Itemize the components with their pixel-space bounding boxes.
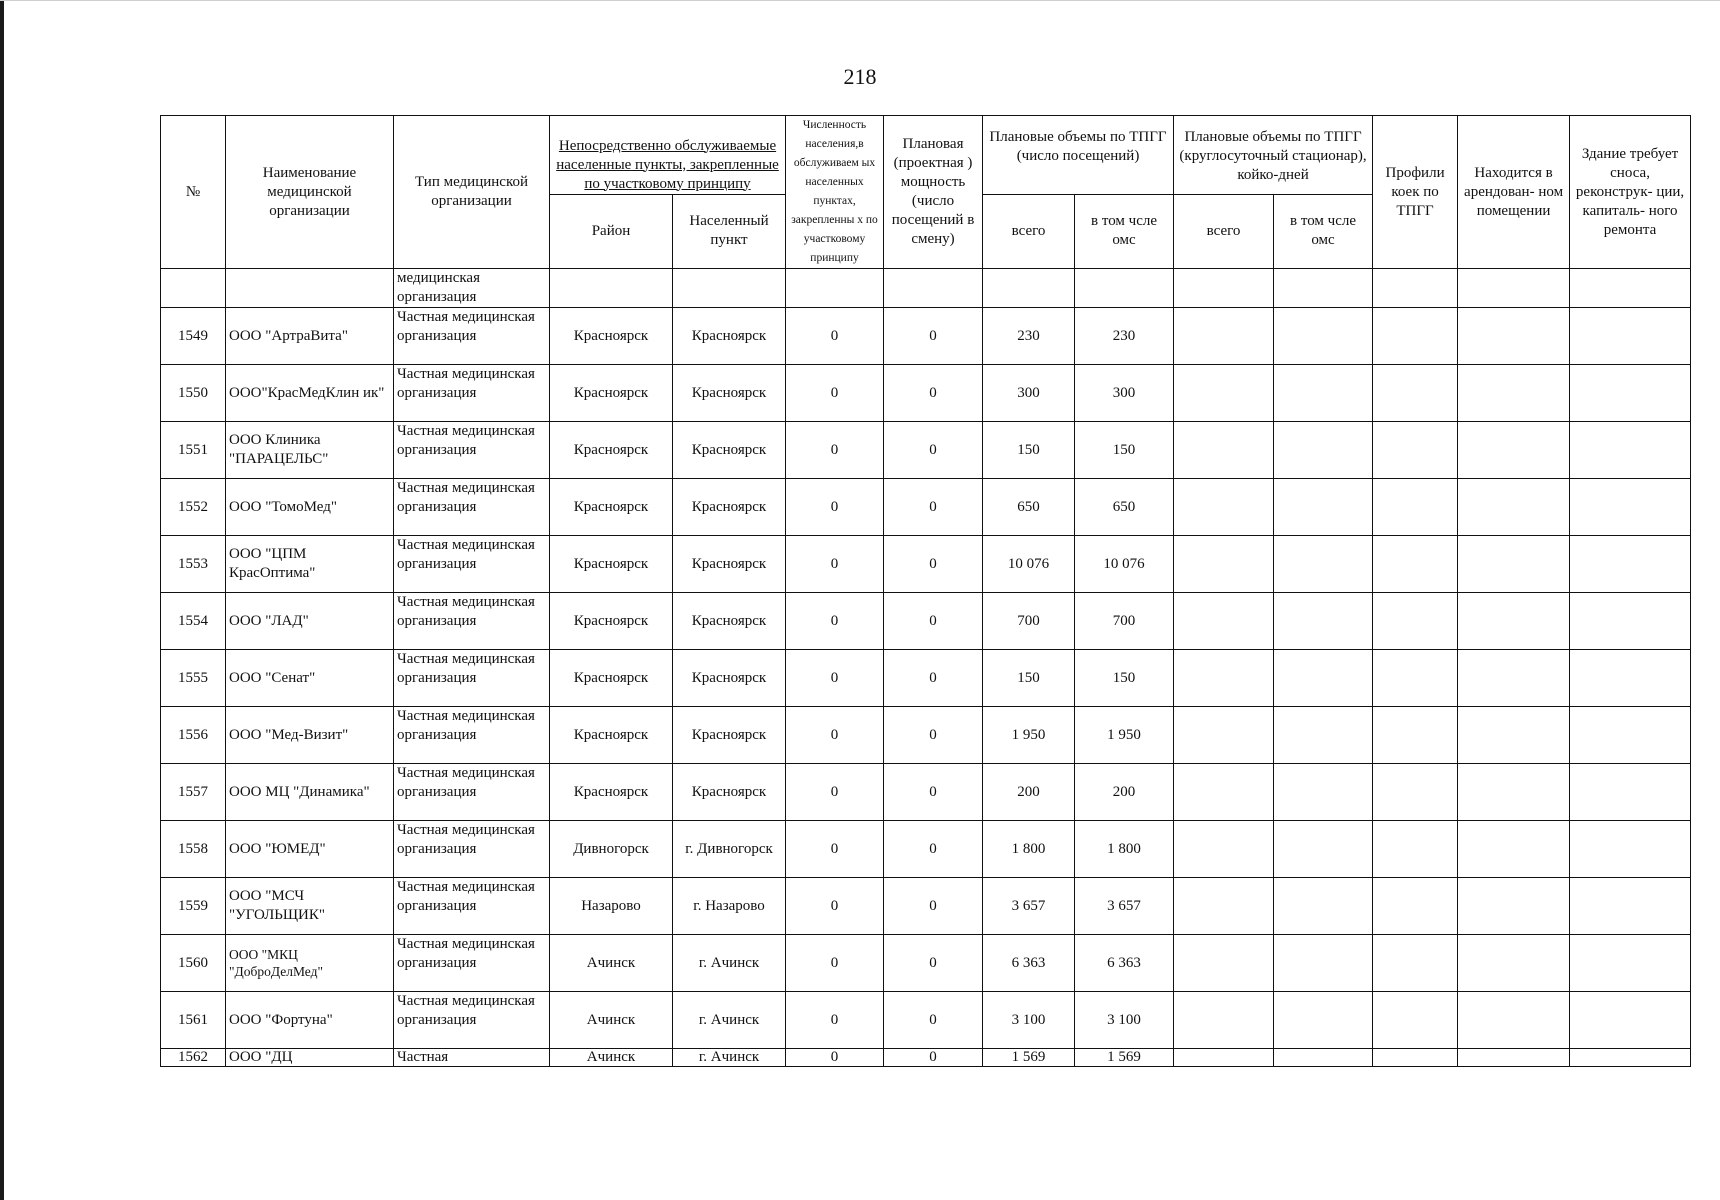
cell-population: 0 (786, 764, 884, 821)
table-row (161, 821, 1691, 878)
cell-bed-profiles (1373, 821, 1458, 878)
cell-population: 0 (786, 878, 884, 935)
cell-name: ООО "Фортуна" (226, 992, 394, 1049)
header-beds-volume: Плановые объемы по ТПГГ (круглосуточный стационар), койко-дней (1174, 116, 1373, 195)
cell-rented (1458, 821, 1570, 878)
cell-visits-oms: 150 (1075, 422, 1174, 479)
cell-beds-total (1174, 593, 1274, 650)
table-row (161, 878, 1691, 935)
cell-settlement: г. Назарово (673, 878, 786, 935)
cell-beds-total (1174, 707, 1274, 764)
cell-capacity: 0 (884, 650, 983, 707)
cell-beds-total (1174, 269, 1274, 308)
cell-no: 1557 (161, 764, 226, 821)
cell-name: ООО Клиника "ПАРАЦЕЛЬС" (226, 422, 394, 479)
cell-beds-total (1174, 365, 1274, 422)
cell-settlement: Красноярск (673, 650, 786, 707)
cell-name: ООО "МКЦ "ДоброДелМед" (226, 935, 394, 992)
cell-district: Красноярск (550, 365, 673, 422)
cell-no: 1556 (161, 707, 226, 764)
cell-type: Частная медицинская организация (394, 992, 550, 1049)
organizations-table (160, 115, 1691, 1067)
cell-settlement: Красноярск (673, 536, 786, 593)
cell-population: 0 (786, 536, 884, 593)
cell-settlement: Красноярск (673, 479, 786, 536)
page-number: 218 (843, 64, 877, 89)
cell-settlement: Красноярск (673, 308, 786, 365)
cell-settlement: Красноярск (673, 593, 786, 650)
cell-capacity (884, 269, 983, 308)
cell-type: Частная медицинская организация (394, 935, 550, 992)
table-row (161, 593, 1691, 650)
scan-top-edge (0, 0, 1720, 1)
cell-demolition (1570, 1049, 1691, 1067)
cell-population: 0 (786, 650, 884, 707)
cell-visits-total (983, 269, 1075, 308)
cell-visits-total: 3 657 (983, 878, 1075, 935)
cell-name: ООО "Сенат" (226, 650, 394, 707)
cell-visits-total: 1 569 (983, 1049, 1075, 1067)
header-demolition: Здание требует сноса, реконструк- ции, капиталь- ного ремонта (1570, 116, 1691, 269)
cell-visits-oms: 230 (1075, 308, 1174, 365)
cell-bed-profiles (1373, 308, 1458, 365)
cell-type: Частная медицинская организация (394, 707, 550, 764)
cell-no: 1552 (161, 479, 226, 536)
cell-no: 1560 (161, 935, 226, 992)
header-bed-profiles: Профили коек по ТПГГ (1373, 116, 1458, 269)
cell-no: 1549 (161, 308, 226, 365)
cell-district: Ачинск (550, 992, 673, 1049)
cell-capacity: 0 (884, 935, 983, 992)
cell-rented (1458, 593, 1570, 650)
cell-bed-profiles (1373, 365, 1458, 422)
cell-type: Частная медицинская организация (394, 308, 550, 365)
cell-beds-oms (1274, 269, 1373, 308)
cell-no: 1550 (161, 365, 226, 422)
cell-beds-total (1174, 1049, 1274, 1067)
cell-district: Красноярск (550, 707, 673, 764)
cell-bed-profiles (1373, 536, 1458, 593)
table-header (161, 116, 1691, 269)
cell-visits-oms (1075, 269, 1174, 308)
cell-demolition (1570, 935, 1691, 992)
cell-visits-oms: 700 (1075, 593, 1174, 650)
cell-visits-total: 1 950 (983, 707, 1075, 764)
cell-bed-profiles (1373, 764, 1458, 821)
cell-district: Ачинск (550, 935, 673, 992)
cell-type: Частная медицинская организация (394, 422, 550, 479)
cell-visits-oms: 6 363 (1075, 935, 1174, 992)
cell-no: 1553 (161, 536, 226, 593)
cell-capacity: 0 (884, 821, 983, 878)
cell-district: Ачинск (550, 1049, 673, 1067)
cell-type: Частная медицинская организация (394, 593, 550, 650)
cell-type: Частная медицинская организация (394, 479, 550, 536)
cell-visits-total: 200 (983, 764, 1075, 821)
cell-bed-profiles (1373, 707, 1458, 764)
table-row (161, 764, 1691, 821)
header-served-settlements-text: Непосредственно обслуживаемые населенные пункты, закрепленные по участковому принципу (556, 137, 779, 192)
cell-visits-oms: 10 076 (1075, 536, 1174, 593)
cell-rented (1458, 707, 1570, 764)
cell-visits-oms: 150 (1075, 650, 1174, 707)
cell-rented (1458, 935, 1570, 992)
cell-capacity: 0 (884, 878, 983, 935)
cell-rented (1458, 1049, 1570, 1067)
cell-visits-oms: 3 657 (1075, 878, 1174, 935)
cell-type: медицинская организация (394, 269, 550, 308)
header-org-name: Наименование медицинской организации (226, 116, 394, 269)
cell-beds-oms (1274, 308, 1373, 365)
cell-rented (1458, 269, 1570, 308)
cell-settlement: Красноярск (673, 422, 786, 479)
cell-population: 0 (786, 422, 884, 479)
cell-capacity: 0 (884, 593, 983, 650)
cell-district: Назарово (550, 878, 673, 935)
cell-capacity: 0 (884, 422, 983, 479)
table-row (161, 935, 1691, 992)
table-row-cut-off (161, 1049, 1691, 1067)
table-row (161, 422, 1691, 479)
table-row (161, 992, 1691, 1049)
cell-no: 1562 (161, 1049, 226, 1067)
cell-rented (1458, 764, 1570, 821)
cell-visits-total: 10 076 (983, 536, 1075, 593)
cell-rented (1458, 365, 1570, 422)
cell-name: ООО "АртраВита" (226, 308, 394, 365)
cell-beds-oms (1274, 365, 1373, 422)
cell-bed-profiles (1373, 935, 1458, 992)
cell-demolition (1570, 764, 1691, 821)
cell-capacity: 0 (884, 764, 983, 821)
cell-name: ООО "МСЧ "УГОЛЬЩИК" (226, 878, 394, 935)
cell-bed-profiles (1373, 269, 1458, 308)
header-beds-total: всего (1174, 194, 1274, 269)
cell-rented (1458, 992, 1570, 1049)
cell-beds-total (1174, 992, 1274, 1049)
cell-type: Частная медицинская организация (394, 650, 550, 707)
cell-rented (1458, 479, 1570, 536)
header-served-settlements (550, 116, 786, 195)
cell-visits-total: 1 800 (983, 821, 1075, 878)
cell-type: Частная медицинская организация (394, 764, 550, 821)
cell-capacity: 0 (884, 1049, 983, 1067)
cell-population: 0 (786, 593, 884, 650)
cell-visits-total: 300 (983, 365, 1075, 422)
cell-capacity: 0 (884, 992, 983, 1049)
cell-bed-profiles (1373, 650, 1458, 707)
cell-type: Частная медицинская организация (394, 365, 550, 422)
table-row (161, 707, 1691, 764)
cell-settlement: Красноярск (673, 764, 786, 821)
cell-population: 0 (786, 308, 884, 365)
cell-settlement: г. Ачинск (673, 935, 786, 992)
cell-district: Дивногорск (550, 821, 673, 878)
cell-name: ООО "ЮМЕД" (226, 821, 394, 878)
cell-name: ООО "ТомоМед" (226, 479, 394, 536)
header-population: Численность населения,в обслуживаем ых населенных пунктах, закрепленны х по участковому принципу (786, 116, 884, 269)
cell-population: 0 (786, 821, 884, 878)
cell-no: 1551 (161, 422, 226, 479)
header-visits-volume: Плановые объемы по ТПГГ (число посещений) (983, 116, 1174, 195)
cell-settlement: Красноярск (673, 365, 786, 422)
table-row (161, 479, 1691, 536)
cell-no: 1558 (161, 821, 226, 878)
header-no: № (161, 116, 226, 269)
cell-name: ООО "ДЦ (226, 1049, 394, 1067)
cell-beds-oms (1274, 821, 1373, 878)
cell-type: Частная медицинская организация (394, 878, 550, 935)
cell-capacity: 0 (884, 536, 983, 593)
cell-visits-total: 3 100 (983, 992, 1075, 1049)
cell-visits-oms: 650 (1075, 479, 1174, 536)
cell-settlement (673, 269, 786, 308)
cell-population: 0 (786, 1049, 884, 1067)
table-row (161, 650, 1691, 707)
cell-name: ООО "ЛАД" (226, 593, 394, 650)
cell-beds-oms (1274, 935, 1373, 992)
cell-demolition (1570, 479, 1691, 536)
scan-left-edge (0, 0, 4, 1200)
cell-visits-total: 650 (983, 479, 1075, 536)
cell-settlement: Красноярск (673, 707, 786, 764)
cell-district: Красноярск (550, 308, 673, 365)
cell-population: 0 (786, 935, 884, 992)
cell-no: 1559 (161, 878, 226, 935)
cell-rented (1458, 422, 1570, 479)
header-district: Район (550, 194, 673, 269)
header-beds-oms: в том чсле омс (1274, 194, 1373, 269)
cell-population: 0 (786, 992, 884, 1049)
table-row (161, 536, 1691, 593)
cell-visits-total: 230 (983, 308, 1075, 365)
cell-beds-total (1174, 935, 1274, 992)
cell-beds-oms (1274, 479, 1373, 536)
cell-no: 1554 (161, 593, 226, 650)
table-row-continuation (161, 269, 1691, 308)
cell-rented (1458, 308, 1570, 365)
cell-beds-oms (1274, 1049, 1373, 1067)
cell-visits-total: 150 (983, 422, 1075, 479)
cell-beds-oms (1274, 878, 1373, 935)
cell-no: 1561 (161, 992, 226, 1049)
cell-bed-profiles (1373, 992, 1458, 1049)
cell-district: Красноярск (550, 650, 673, 707)
cell-name (226, 269, 394, 308)
cell-no (161, 269, 226, 308)
cell-no: 1555 (161, 650, 226, 707)
cell-rented (1458, 536, 1570, 593)
cell-district: Красноярск (550, 593, 673, 650)
cell-beds-total (1174, 650, 1274, 707)
cell-capacity: 0 (884, 707, 983, 764)
header-settlement: Населенный пункт (673, 194, 786, 269)
cell-demolition (1570, 536, 1691, 593)
cell-bed-profiles (1373, 479, 1458, 536)
cell-beds-total (1174, 536, 1274, 593)
cell-demolition (1570, 992, 1691, 1049)
cell-population (786, 269, 884, 308)
cell-capacity: 0 (884, 479, 983, 536)
cell-visits-total: 6 363 (983, 935, 1075, 992)
cell-demolition (1570, 878, 1691, 935)
cell-demolition (1570, 650, 1691, 707)
cell-demolition (1570, 269, 1691, 308)
cell-visits-oms: 3 100 (1075, 992, 1174, 1049)
cell-visits-oms: 300 (1075, 365, 1174, 422)
header-visits-oms: в том чсле омс (1075, 194, 1174, 269)
cell-demolition (1570, 707, 1691, 764)
cell-population: 0 (786, 707, 884, 764)
cell-population: 0 (786, 479, 884, 536)
cell-type: Частная медицинская организация (394, 536, 550, 593)
cell-name: ООО МЦ "Динамика" (226, 764, 394, 821)
cell-settlement: г. Дивногорск (673, 821, 786, 878)
cell-beds-oms (1274, 992, 1373, 1049)
cell-beds-total (1174, 878, 1274, 935)
cell-beds-total (1174, 479, 1274, 536)
cell-demolition (1570, 821, 1691, 878)
cell-district: Красноярск (550, 479, 673, 536)
cell-beds-total (1174, 422, 1274, 479)
cell-beds-total (1174, 308, 1274, 365)
cell-beds-total (1174, 821, 1274, 878)
cell-demolition (1570, 365, 1691, 422)
header-visits-total: всего (983, 194, 1075, 269)
cell-bed-profiles (1373, 422, 1458, 479)
cell-settlement: г. Ачинск (673, 1049, 786, 1067)
cell-bed-profiles (1373, 593, 1458, 650)
cell-type: Частная медицинская организация (394, 821, 550, 878)
cell-demolition (1570, 308, 1691, 365)
cell-rented (1458, 878, 1570, 935)
cell-visits-total: 150 (983, 650, 1075, 707)
cell-beds-oms (1274, 764, 1373, 821)
cell-visits-oms: 1 950 (1075, 707, 1174, 764)
header-org-type: Тип медицинской организации (394, 116, 550, 269)
cell-visits-oms: 1 569 (1075, 1049, 1174, 1067)
cell-name: ООО"КрасМедКлин ик" (226, 365, 394, 422)
cell-capacity: 0 (884, 308, 983, 365)
cell-bed-profiles (1373, 1049, 1458, 1067)
cell-type: Частная (394, 1049, 550, 1067)
cell-district: Красноярск (550, 764, 673, 821)
cell-name: ООО "ЦПМ КрасОптима" (226, 536, 394, 593)
cell-demolition (1570, 422, 1691, 479)
table-body (161, 269, 1691, 1067)
cell-rented (1458, 650, 1570, 707)
cell-visits-oms: 1 800 (1075, 821, 1174, 878)
header-capacity: Плановая (проектная ) мощность (число посещений в смену) (884, 116, 983, 269)
cell-district: Красноярск (550, 536, 673, 593)
cell-beds-oms (1274, 707, 1373, 764)
cell-visits-oms: 200 (1075, 764, 1174, 821)
cell-demolition (1570, 593, 1691, 650)
cell-beds-oms (1274, 536, 1373, 593)
table-row (161, 365, 1691, 422)
cell-beds-oms (1274, 650, 1373, 707)
cell-name: ООО "Мед-Визит" (226, 707, 394, 764)
cell-visits-total: 700 (983, 593, 1075, 650)
cell-district (550, 269, 673, 308)
cell-settlement: г. Ачинск (673, 992, 786, 1049)
header-rented: Находится в арендован- ном помещении (1458, 116, 1570, 269)
cell-beds-oms (1274, 593, 1373, 650)
table-row (161, 308, 1691, 365)
cell-population: 0 (786, 365, 884, 422)
cell-capacity: 0 (884, 365, 983, 422)
cell-beds-total (1174, 764, 1274, 821)
cell-bed-profiles (1373, 878, 1458, 935)
cell-district: Красноярск (550, 422, 673, 479)
cell-beds-oms (1274, 422, 1373, 479)
